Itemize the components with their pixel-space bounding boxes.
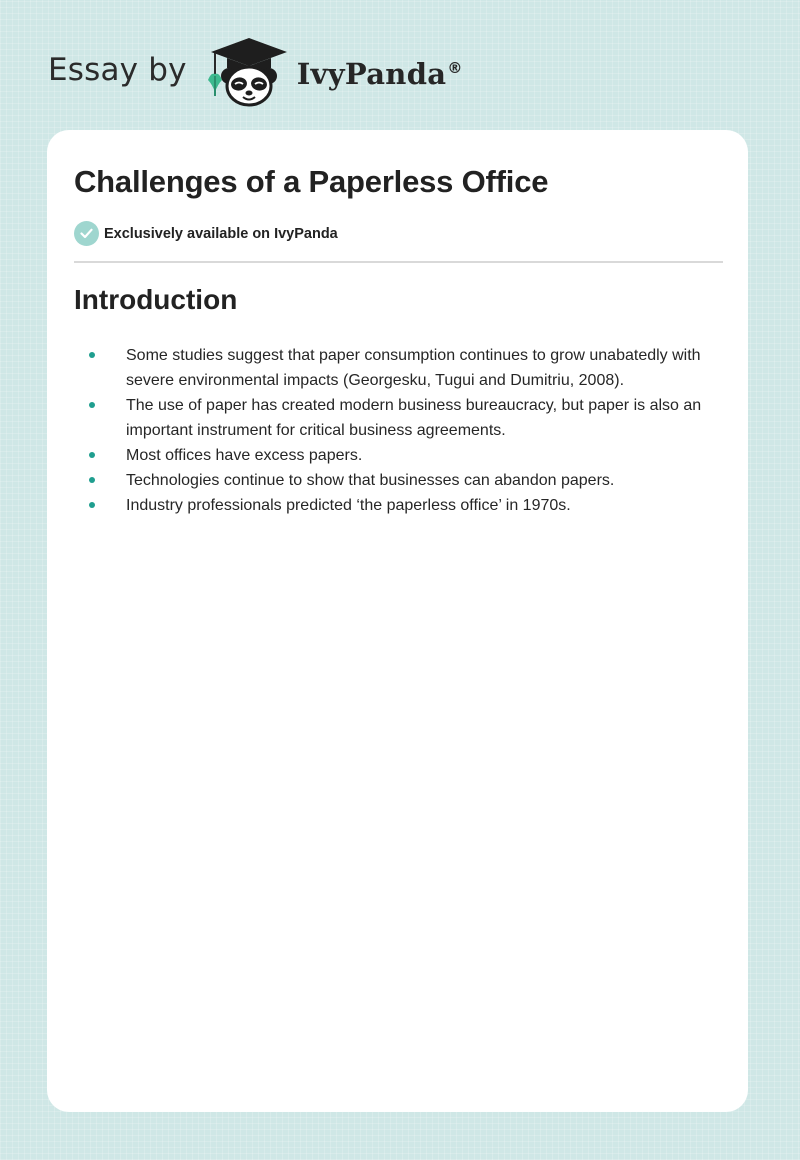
check-circle-icon	[74, 221, 99, 246]
bullet-list	[126, 343, 716, 518]
list-item: Technologies continue to show that businesses can abandon papers.	[126, 468, 716, 493]
panda-graduation-cap-icon	[203, 36, 295, 108]
exclusive-badge	[74, 221, 338, 246]
section-heading: Introduction	[74, 284, 238, 315]
document-title: Challenges of a Paperless Office	[74, 164, 549, 199]
registered-mark: ®	[447, 59, 463, 78]
list-item: Some studies suggest that paper consumption continues to grow unabatedly with severe environmental impacts (Georgesku, Tugui and Dumitriu, 2008).	[126, 343, 716, 393]
list-item: Most offices have excess papers.	[126, 443, 716, 468]
title-divider	[74, 261, 723, 263]
essay-by-label: Essay by	[48, 52, 187, 88]
list-item: The use of paper has created modern business bureaucracy, but paper is also an important instrument for critical business agreements.	[126, 393, 716, 443]
list-item: Industry professionals predicted ‘the paperless office’ in 1970s.	[126, 493, 716, 518]
brand-name: IvyPanda®	[296, 57, 463, 91]
document-card	[47, 130, 748, 1112]
exclusive-label: Exclusively available on IvyPanda	[104, 225, 338, 242]
site-header	[48, 36, 463, 108]
